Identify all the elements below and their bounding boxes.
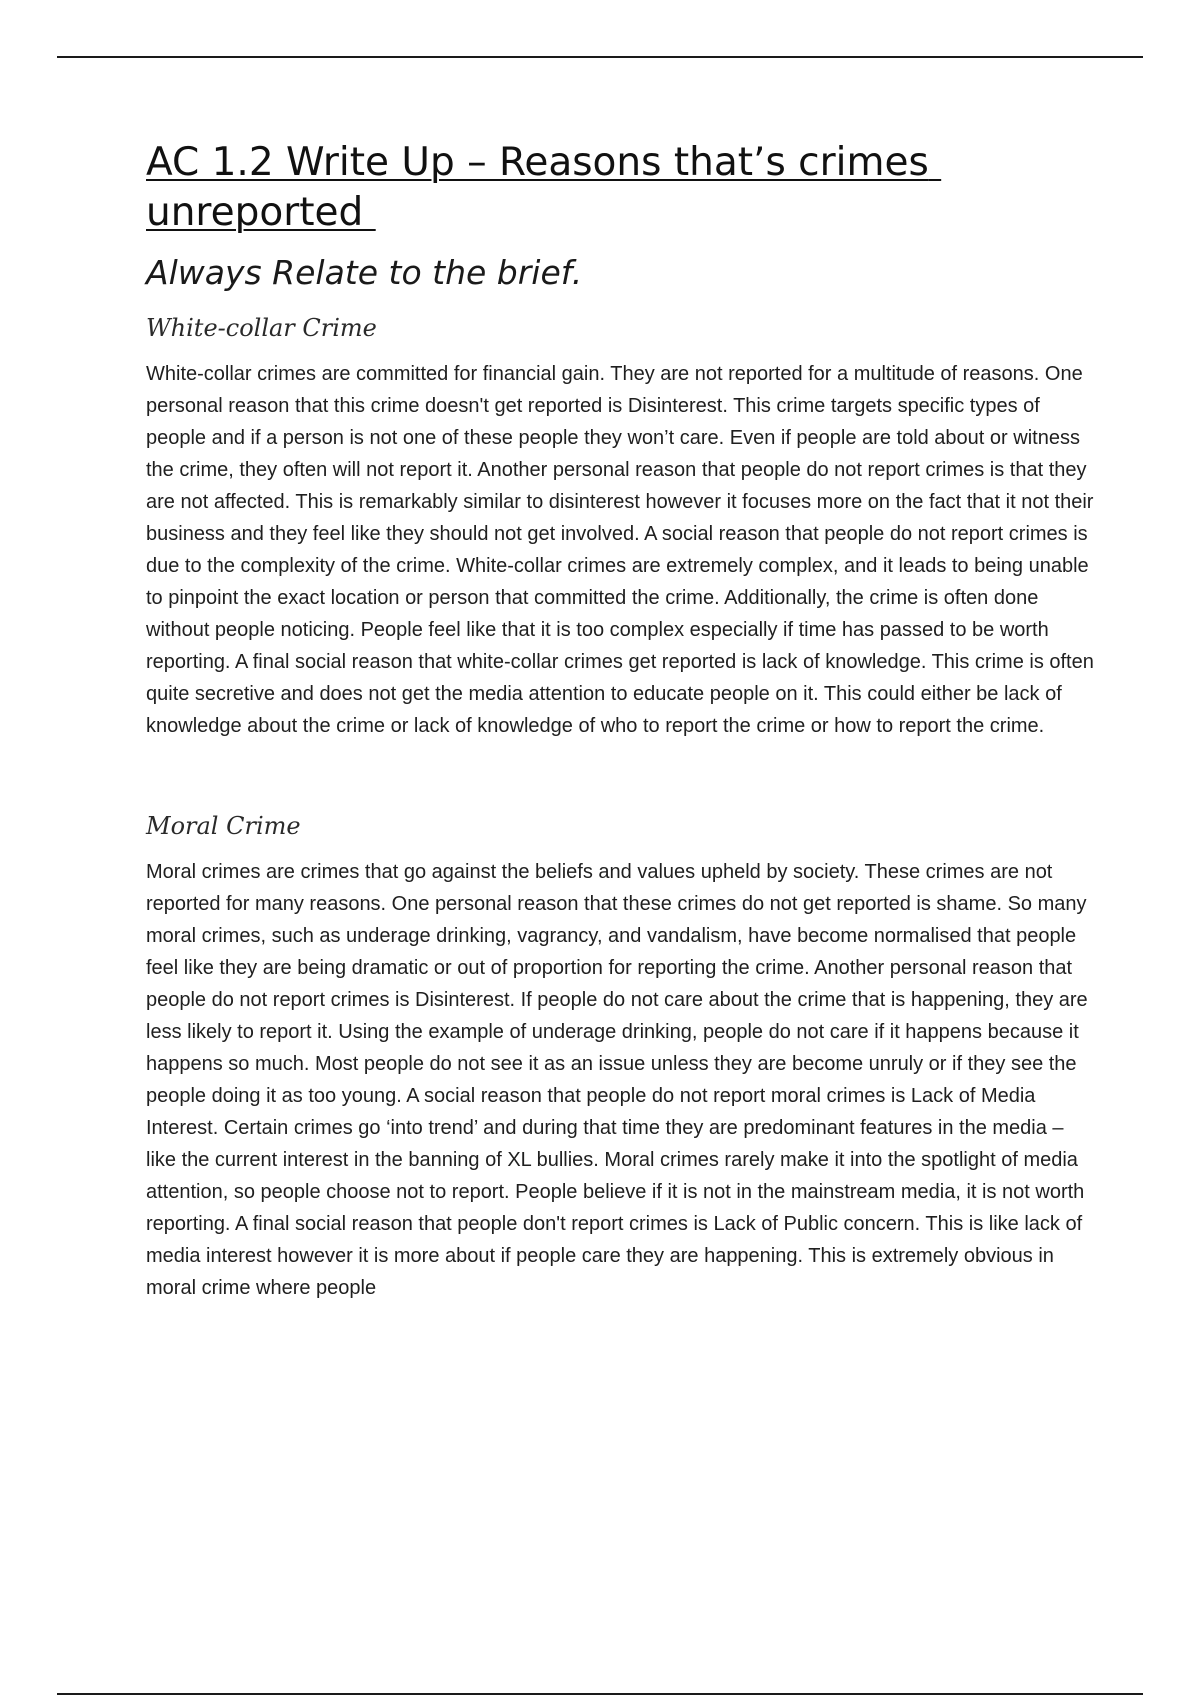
document-body — [146, 138, 1096, 1304]
section-moral-crime — [146, 810, 1096, 1304]
header-rule — [57, 56, 1143, 58]
footer-rule — [57, 1693, 1143, 1695]
section-heading: White-collar Crime — [146, 314, 377, 342]
section-paragraph: White-collar crimes are committed for financial gain. They are not reported for a multitude of reasons. One personal reason that this crime doesn't get reported is Disinterest. This crime targets specific types of people and if a person is not one of these people they won’t care. Even if people are told about or witness the crime, they often will not report it. Another personal reason that people do not report crimes is that they are not affected. This is remarkably similar to disinterest however it focuses more on the fact that it not their business and they feel like they should not get involved. A social reason that people do not report crimes is due to the complexity of the crime. White-collar crimes are extremely complex, and it leads to being unable to pinpoint the exact location or person that committed the crime. Additionally, the crime is often done without people noticing. People feel like that it is too complex especially if time has passed to be worth reporting. A final social reason that white-collar crimes get reported is lack of knowledge. This crime is often quite secretive and does not get the media attention to educate people on it. This could either be lack of knowledge about the crime or lack of knowledge of who to report the crime or how to report the crime. — [146, 363, 1094, 737]
section-heading: Moral Crime — [146, 812, 301, 840]
section-paragraph: Moral crimes are crimes that go against the beliefs and values upheld by society. These crimes are not reported for many reasons. One personal reason that these crimes do not get reported is shame. So many moral crimes, such as underage drinking, vagrancy, and vandalism, have become normalised that people feel like they are being dramatic or out of proportion for reporting the crime. Another personal reason that people do not report crimes is Disinterest. If people do not care about the crime that is happening, they are less likely to report it. Using the example of underage drinking, people do not care if it happens because it happens so much. Most people do not see it as an issue unless they are become unruly or if they see the people doing it as too young. A social reason that people do not report moral crimes is Lack of Media Interest. Certain crimes go ‘into trend’ and during that time they are predominant features in the media – like the current interest in the banning of XL bullies. Moral crimes rarely make it into the spotlight of media attention, so people choose not to report. People believe if it is not in the mainstream media, it is not worth reporting. A final social reason that people don't report crimes is Lack of Public concern. This is like lack of media interest however it is more about if people care they are happening. This is extremely obvious in moral crime where people — [146, 861, 1088, 1299]
section-white-collar-crime — [146, 312, 1096, 742]
document-subtitle: Always Relate to the brief. — [146, 253, 583, 292]
document-title: AC 1.2 Write Up – Reasons that’s crimes unreported — [146, 140, 942, 235]
